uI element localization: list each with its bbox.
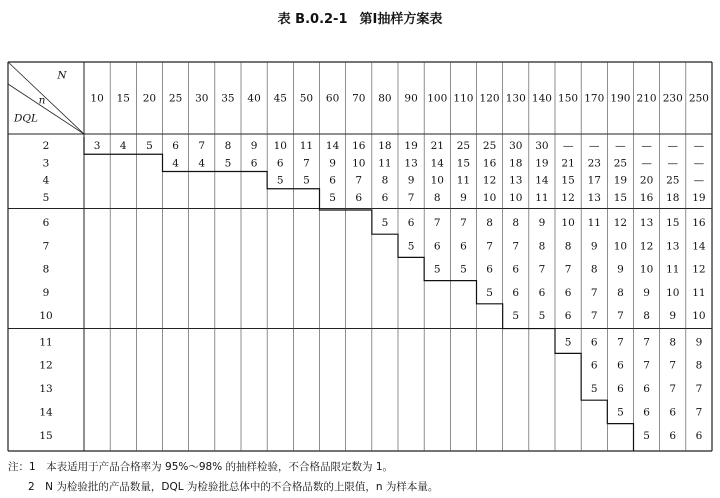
table-cell: 25 — [666, 174, 680, 187]
table-cell: 18 — [378, 140, 392, 153]
table-cell: 6 — [590, 359, 598, 372]
table-cell: 14 — [325, 140, 340, 153]
column-header: 140 — [531, 92, 552, 105]
table-cell: 6 — [695, 429, 703, 442]
table-cell: 11 — [456, 174, 471, 187]
table-cell: 9 — [617, 263, 624, 276]
table-cell: 14 — [692, 240, 706, 253]
row-dql-label: 7 — [42, 240, 50, 253]
table-cell: 9 — [460, 191, 467, 204]
table-cell: 5 — [460, 263, 467, 276]
table-cell: 9 — [329, 157, 336, 170]
row-dql-label: 11 — [39, 336, 53, 349]
table-cell: 5 — [564, 336, 572, 349]
table-cell: — — [562, 140, 574, 153]
column-header: 100 — [427, 92, 448, 105]
table-cell: 10 — [692, 310, 706, 322]
row-dql-label: 4 — [42, 174, 50, 187]
table-cell: 5 — [486, 286, 493, 299]
column-header: 150 — [558, 92, 579, 105]
table-cell: 30 — [535, 140, 549, 153]
column-header: 70 — [352, 92, 366, 105]
notes — [8, 457, 712, 497]
table-cell: 5 — [433, 263, 441, 276]
table-cell: 4 — [119, 140, 127, 153]
table-cell: 12 — [692, 263, 706, 276]
table-cell: 11 — [666, 263, 680, 276]
column-header: 130 — [505, 92, 526, 105]
table-cell: 14 — [535, 174, 549, 187]
table-cell: 6 — [564, 286, 572, 299]
table-cell: 5 — [590, 383, 598, 396]
note-1: 注：1 本表适用于产品合格率为 95%～98% 的抽样检验，不合格品限定数为 1。 — [8, 461, 394, 473]
table-cell: 25 — [613, 157, 628, 170]
table-cell: 10 — [613, 240, 628, 253]
column-header: 50 — [299, 92, 314, 105]
table-cell: 7 — [617, 336, 624, 349]
table-cell: 5 — [146, 140, 153, 153]
table-cell: 8 — [617, 286, 624, 299]
table-cell: 6 — [617, 383, 624, 396]
table-cell: 11 — [378, 157, 392, 170]
table-cell: 8 — [695, 359, 703, 372]
table-cell: 6 — [250, 157, 258, 170]
table-cell: 7 — [460, 217, 467, 230]
table-cell: 11 — [299, 140, 314, 153]
table-cell: 7 — [538, 263, 546, 276]
row-dql-label: 2 — [42, 140, 50, 153]
table-cell: 25 — [482, 140, 497, 153]
table-cell: 23 — [587, 157, 601, 170]
table-cell: 7 — [669, 383, 677, 396]
table-cell: 7 — [355, 174, 363, 187]
table-cell: 5 — [276, 174, 284, 187]
table-cell: 8 — [564, 240, 572, 253]
column-header: 15 — [116, 92, 130, 105]
column-header: 30 — [195, 92, 209, 105]
table-cell: 9 — [250, 140, 258, 153]
corner-label-n: n — [38, 94, 46, 107]
table-cell: 10 — [561, 217, 575, 230]
corner-label-N: N — [57, 69, 67, 82]
table-cell: 5 — [617, 406, 624, 419]
column-header: 210 — [636, 92, 657, 105]
row-dql-label: 15 — [39, 429, 53, 442]
table-cell: 3 — [93, 140, 101, 153]
row-dql-label: 14 — [39, 406, 53, 419]
table-cell: 6 — [460, 240, 467, 253]
table-cell: 4 — [198, 157, 206, 170]
table-cell: 10 — [273, 140, 287, 153]
table-cell: 5 — [407, 240, 415, 253]
table-cell: 18 — [666, 191, 680, 204]
table-cell: — — [641, 157, 652, 170]
table-cell: 6 — [643, 383, 650, 396]
table-cell: 6 — [538, 286, 546, 299]
table-cell: 21 — [561, 157, 575, 170]
table-cell: 6 — [512, 286, 520, 299]
table-cell: 25 — [456, 140, 471, 153]
table-cell: 8 — [224, 140, 232, 153]
table-cell: 5 — [303, 174, 310, 187]
table-cell: 5 — [538, 310, 546, 322]
table-cell: 7 — [669, 359, 677, 372]
table-cell: 6 — [407, 217, 415, 230]
table-cell: 6 — [355, 191, 363, 204]
table-cell: 6 — [643, 406, 650, 419]
table-cell: 8 — [433, 191, 441, 204]
table-cell: 8 — [669, 336, 677, 349]
row-dql-label: 5 — [42, 191, 50, 204]
table-cell: 15 — [561, 174, 575, 187]
table-cell: 7 — [198, 140, 206, 153]
table-cell: 19 — [692, 191, 706, 204]
table-cell: 5 — [512, 310, 520, 322]
table-cell: 12 — [613, 217, 628, 230]
table-cell: 10 — [430, 174, 444, 187]
row-dql-label: 9 — [42, 286, 50, 299]
table-cell: 16 — [482, 157, 497, 170]
column-header: 45 — [273, 92, 287, 105]
table-cell: 7 — [643, 359, 650, 372]
table-cell: 6 — [512, 263, 520, 276]
table-cell: 16 — [639, 191, 654, 204]
table-cell: 6 — [669, 406, 677, 419]
table-cell: — — [693, 157, 705, 170]
table-cell: 9 — [590, 240, 598, 253]
table-cell: 11 — [535, 191, 549, 204]
table-cell: 7 — [617, 310, 624, 322]
corner-label-dql: DQL — [14, 112, 38, 125]
table-cell: 8 — [643, 310, 650, 322]
column-header: 25 — [168, 92, 183, 105]
table-cell: 9 — [538, 217, 546, 230]
table-cell: 12 — [561, 191, 575, 204]
table-cell: 5 — [381, 217, 389, 230]
table-cell: — — [641, 140, 652, 153]
table-cell: 5 — [329, 191, 336, 204]
column-header: 60 — [325, 92, 340, 105]
column-header: 80 — [378, 92, 392, 105]
column-header: 110 — [453, 92, 474, 105]
table-cell: 7 — [695, 383, 703, 396]
table-cell: — — [615, 140, 626, 153]
table-cell: 7 — [643, 336, 650, 349]
table-cell: 5 — [224, 157, 232, 170]
note-2: 2 N 为检验批的产品数量，DQL 为检验批总体中的不合格品数的上限值，n 为样本量。 — [28, 481, 439, 493]
table-cell: 7 — [407, 191, 415, 204]
table-cell: 11 — [587, 217, 601, 230]
table-cell: 16 — [352, 140, 366, 153]
table-cell: 5 — [643, 429, 650, 442]
table-cell: 12 — [482, 174, 497, 187]
table-cell: — — [667, 157, 678, 170]
table-cell: 13 — [587, 191, 601, 204]
table-cell: 8 — [590, 263, 598, 276]
table-cell: 20 — [639, 174, 654, 187]
table-cell: 13 — [404, 157, 418, 170]
table-cell: 7 — [695, 406, 703, 419]
table-cell: 15 — [613, 191, 628, 204]
table-cell: 21 — [430, 140, 444, 153]
table-cell: 8 — [538, 240, 546, 253]
table-cell: 18 — [509, 157, 523, 170]
table-cell: 4 — [172, 157, 179, 170]
column-header: 35 — [221, 92, 235, 105]
column-header: 120 — [479, 92, 500, 105]
table-cell: 9 — [669, 310, 677, 322]
table-cell: 14 — [430, 157, 444, 170]
row-dql-label: 10 — [39, 310, 53, 322]
table-cell: 6 — [669, 429, 677, 442]
table-cell: 10 — [639, 263, 654, 276]
column-header: 170 — [584, 92, 605, 105]
table-cell: 6 — [590, 336, 598, 349]
column-header: 20 — [142, 92, 157, 105]
table-cell: 6 — [381, 191, 389, 204]
table-cell: 6 — [617, 359, 624, 372]
table-cell: 7 — [590, 286, 598, 299]
table-cell: — — [589, 140, 600, 153]
table-cell: — — [667, 140, 678, 153]
row-dql-label: 6 — [42, 217, 50, 230]
table-cell: 17 — [587, 174, 601, 187]
table-cell: 8 — [486, 217, 493, 230]
row-dql-label: 3 — [42, 157, 50, 170]
table-cell: 9 — [695, 336, 703, 349]
table-cell: 6 — [564, 310, 572, 322]
table-cell: 6 — [486, 263, 493, 276]
corner-diagonal — [8, 84, 84, 134]
table-cell: 9 — [643, 286, 650, 299]
table-cell: 7 — [564, 263, 572, 276]
table-cell: 19 — [404, 140, 418, 153]
table-cell: 7 — [512, 240, 520, 253]
table-cell: 7 — [303, 157, 310, 170]
table-cell: 13 — [666, 240, 680, 253]
table-code: 表 B.0.2-1 — [277, 12, 348, 27]
column-header: 90 — [404, 92, 418, 105]
table-cell: 10 — [352, 157, 366, 170]
table-cell: 9 — [407, 174, 415, 187]
table-cell: 13 — [639, 217, 654, 230]
table-cell: 6 — [172, 140, 179, 153]
table-cell: 10 — [666, 286, 680, 299]
table-cell: 7 — [590, 310, 598, 322]
table-cell: 10 — [509, 191, 523, 204]
column-header: 230 — [662, 92, 683, 105]
column-header: 10 — [90, 92, 104, 105]
row-dql-label: 13 — [39, 383, 53, 396]
table-cell: 12 — [639, 240, 654, 253]
row-dql-label: 8 — [42, 263, 50, 276]
table-cell: 19 — [613, 174, 628, 187]
table-cell: 15 — [666, 217, 680, 230]
column-header: 250 — [688, 92, 709, 105]
table-cell: 11 — [692, 286, 706, 299]
table-cell: 15 — [456, 157, 471, 170]
table-cell: — — [693, 140, 705, 153]
table-cell: 16 — [692, 217, 706, 230]
table-cell: 10 — [482, 191, 497, 204]
table-cell: 6 — [433, 240, 441, 253]
table-cell: 8 — [381, 174, 389, 187]
table-cell: 6 — [276, 157, 284, 170]
table-cell: 7 — [486, 240, 493, 253]
column-header: 40 — [247, 92, 261, 105]
table-name: 第Ⅰ抽样方案表 — [359, 12, 443, 27]
table-cell: 13 — [509, 174, 523, 187]
table-cell: — — [693, 174, 705, 187]
table-cell: 6 — [329, 174, 336, 187]
table-cell: 19 — [535, 157, 549, 170]
table-cell: 7 — [433, 217, 441, 230]
table-cell: 30 — [509, 140, 523, 153]
row-dql-label: 12 — [39, 359, 53, 372]
table-cell: 8 — [512, 217, 520, 230]
column-header: 190 — [610, 92, 631, 105]
